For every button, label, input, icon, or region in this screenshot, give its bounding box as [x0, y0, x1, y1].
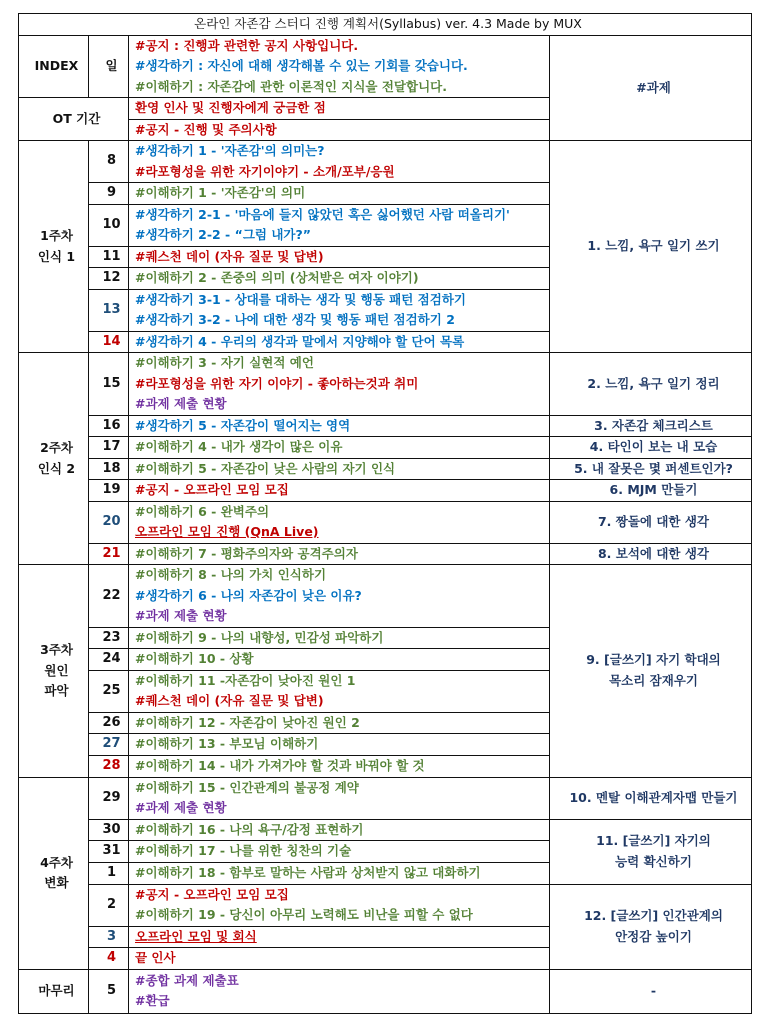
syllabus-table	[18, 13, 752, 1014]
index-label: INDEX	[19, 35, 89, 98]
ot-item: 환영 인사 및 진행자에게 궁금한 점	[129, 98, 550, 120]
day-number: 5	[89, 969, 129, 1013]
week-label: 1주차 인식 1	[19, 141, 89, 353]
day-header: 일	[89, 35, 129, 98]
title-row	[19, 14, 752, 36]
session-cell: #이해하기 15 - 인간관계의 불공정 계약 #과제 제출 현황	[129, 777, 550, 819]
day-number: 4	[89, 948, 129, 970]
day-number: 17	[89, 437, 129, 459]
table-row	[19, 565, 752, 628]
assignment-cell: 11. [글쓰기] 자기의 능력 확신하기	[550, 819, 752, 884]
session-cell: #생각하기 3-1 - 상대를 대하는 생각 및 행동 패턴 점검하기 #생각하기 3-2 - 나에 대한 생각 및 행동 패턴 점검하기 2	[129, 289, 550, 331]
day-number: 2	[89, 884, 129, 926]
assignment-cell: 10. 멘탈 이해관계자맵 만들기	[550, 777, 752, 819]
day-number: 21	[89, 543, 129, 565]
assignment-cell: 3. 자존감 체크리스트	[550, 415, 752, 437]
session-cell: 오프라인 모임 및 회식	[129, 926, 550, 948]
session-cell: #이해하기 18 - 함부로 말하는 사람과 상처받지 않고 대화하기	[129, 862, 550, 884]
assignment-header: #과제	[550, 35, 752, 141]
table-row	[19, 437, 752, 459]
session-cell: #생각하기 1 - '자존감'의 의미는? #라포형성을 위한 자기이야기 - 소개/포부/응원	[129, 141, 550, 183]
index-row	[19, 35, 752, 98]
closing-row	[19, 969, 752, 1013]
day-number: 28	[89, 755, 129, 777]
session-cell: #퀘스천 데이 (자유 질문 및 답변)	[129, 246, 550, 268]
week-label: 2주차 인식 2	[19, 353, 89, 565]
legend-notice: #공지 : 진행과 관련한 공지 사항입니다.	[135, 37, 359, 53]
table-row	[19, 458, 752, 480]
day-number: 26	[89, 712, 129, 734]
assignment-cell: 9. [글쓰기] 자기 학대의 목소리 잠재우기	[550, 565, 752, 778]
assignment-cell: 12. [글쓰기] 인간관계의 안정감 높이기	[550, 884, 752, 969]
day-number: 3	[89, 926, 129, 948]
session-cell: #이해하기 6 - 완벽주의 오프라인 모임 진행 (QnA Live)	[129, 501, 550, 543]
session-cell: #이해하기 4 - 내가 생각이 많은 이유	[129, 437, 550, 459]
day-number: 8	[89, 141, 129, 183]
day-number: 11	[89, 246, 129, 268]
day-number: 16	[89, 415, 129, 437]
day-number: 19	[89, 480, 129, 502]
assignment-cell: 1. 느낌, 욕구 일기 쓰기	[550, 141, 752, 353]
table-row	[19, 141, 752, 183]
legend-cell	[129, 35, 550, 98]
session-cell: #생각하기 5 - 자존감이 떨어지는 영역	[129, 415, 550, 437]
table-row	[19, 480, 752, 502]
day-number: 13	[89, 289, 129, 331]
day-number: 30	[89, 819, 129, 841]
session-cell: #공지 - 오프라인 모임 모집 #이해하기 19 - 당신이 아무리 노력해도 비난을 피할 수 없다	[129, 884, 550, 926]
table-row	[19, 501, 752, 543]
session-cell: #이해하기 16 - 나의 욕구/감정 표현하기	[129, 819, 550, 841]
assignment-cell: 2. 느낌, 욕구 일기 정리	[550, 353, 752, 416]
assignment-cell: 5. 내 잘못은 몇 퍼센트인가?	[550, 458, 752, 480]
legend-think: #생각하기 : 자신에 대해 생각해볼 수 있는 기회를 갖습니다.	[135, 58, 468, 73]
session-cell: #이해하기 9 - 나의 내향성, 민감성 파악하기	[129, 627, 550, 649]
session-cell: #이해하기 8 - 나의 가치 인식하기 #생각하기 6 - 나의 자존감이 낮은 이유? #과제 제출 현황	[129, 565, 550, 628]
table-row	[19, 777, 752, 819]
table-row	[19, 884, 752, 926]
table-row	[19, 819, 752, 841]
day-number: 29	[89, 777, 129, 819]
table-row	[19, 353, 752, 416]
assignment-cell: 6. MJM 만들기	[550, 480, 752, 502]
day-number: 15	[89, 353, 129, 416]
day-number: 18	[89, 458, 129, 480]
document-title: 온라인 자존감 스터디 진행 계획서(Syllabus) ver. 4.3 Made by MUX	[19, 14, 752, 36]
day-number: 23	[89, 627, 129, 649]
day-number: 14	[89, 331, 129, 353]
day-number: 1	[89, 862, 129, 884]
ot-item: #공지 - 진행 및 주의사항	[129, 119, 550, 141]
day-number: 31	[89, 841, 129, 863]
assignment-cell: 4. 타인이 보는 내 모습	[550, 437, 752, 459]
session-cell: 끝 인사	[129, 948, 550, 970]
day-number: 10	[89, 204, 129, 246]
session-cell: #생각하기 2-1 - '마음에 들지 않았던 혹은 싫어했던 사람 떠올리기' #생각하기 2-2 - “그럼 내가?”	[129, 204, 550, 246]
session-cell: #이해하기 12 - 자존감이 낮아진 원인 2	[129, 712, 550, 734]
session-cell: #이해하기 1 - '자존감'의 의미	[129, 183, 550, 205]
legend-understand: #이해하기 : 자존감에 관한 이론적인 지식을 전달합니다.	[135, 78, 447, 94]
session-cell: #이해하기 7 - 평화주의자와 공격주의자	[129, 543, 550, 565]
assignment-cell: -	[550, 969, 752, 1013]
day-number: 20	[89, 501, 129, 543]
session-cell: #이해하기 5 - 자존감이 낮은 사람의 자기 인식	[129, 458, 550, 480]
session-cell: #이해하기 3 - 자기 실현적 예언 #라포형성을 위한 자기 이야기 - 좋아하는것과 취미 #과제 제출 현황	[129, 353, 550, 416]
table-row	[19, 415, 752, 437]
session-cell: #종합 과제 제출표 #환급	[129, 969, 550, 1013]
session-cell: #이해하기 10 - 상황	[129, 649, 550, 671]
day-number: 27	[89, 734, 129, 756]
session-cell: #생각하기 4 - 우리의 생각과 말에서 지양해야 할 단어 목록	[129, 331, 550, 353]
week-label: 4주차 변화	[19, 777, 89, 969]
assignment-cell: 7. 짱돌에 대한 생각	[550, 501, 752, 543]
session-cell: #공지 - 오프라인 모임 모집	[129, 480, 550, 502]
session-cell: #이해하기 14 - 내가 가져가야 할 것과 바꿔야 할 것	[129, 755, 550, 777]
session-cell: #이해하기 17 - 나를 위한 칭찬의 기술	[129, 841, 550, 863]
day-number: 9	[89, 183, 129, 205]
week-label: 3주차 원인 파악	[19, 565, 89, 778]
session-cell: #이해하기 13 - 부모님 이해하기	[129, 734, 550, 756]
session-cell: #이해하기 11 -자존감이 낮아진 원인 1 #퀘스천 데이 (자유 질문 및 답변)	[129, 670, 550, 712]
table-row	[19, 543, 752, 565]
day-number: 25	[89, 670, 129, 712]
day-number: 12	[89, 268, 129, 290]
session-cell: #이해하기 2 - 존중의 의미 (상처받은 여자 이야기)	[129, 268, 550, 290]
ot-label: OT 기간	[19, 98, 129, 141]
closing-label: 마무리	[19, 969, 89, 1013]
assignment-cell: 8. 보석에 대한 생각	[550, 543, 752, 565]
day-number: 24	[89, 649, 129, 671]
day-number: 22	[89, 565, 129, 628]
